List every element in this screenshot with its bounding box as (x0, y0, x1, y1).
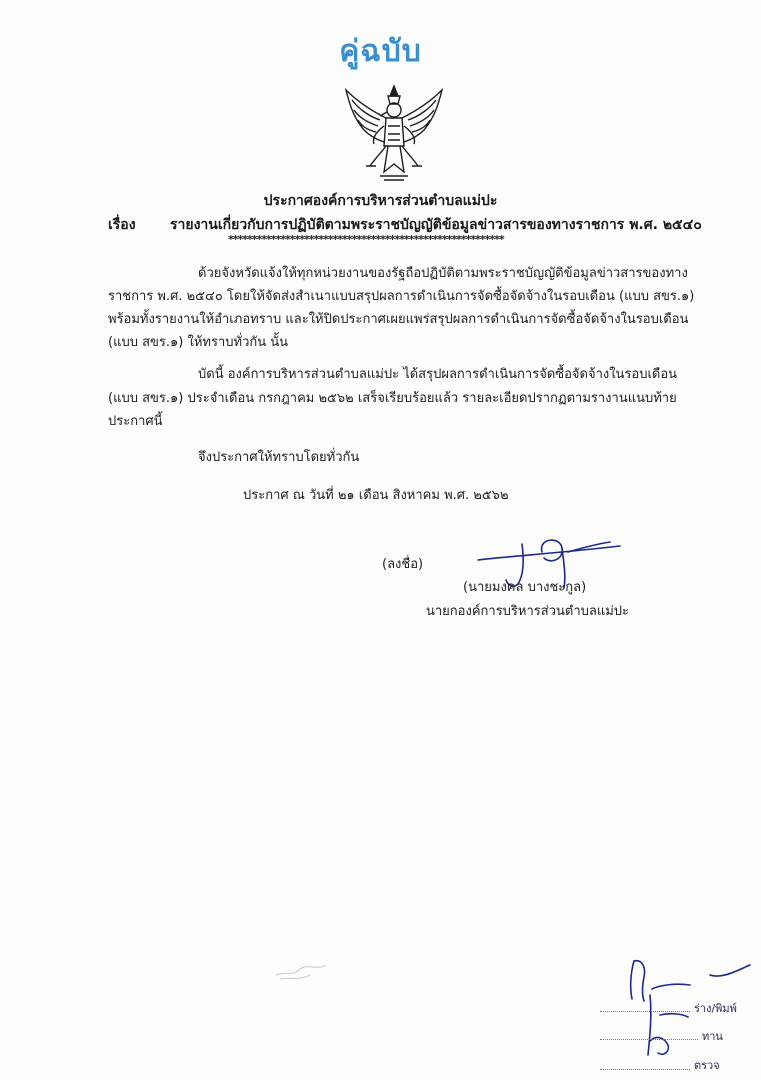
para1-line1: ด้วยจังหวัดแจ้งให้ทุกหน่วยงานของรัฐถือปฏิบัติตามพระราชบัญญัติข้อมูลข่าวสารของทาง (198, 266, 688, 281)
para2-line3: ประกาศนี้ (108, 414, 163, 429)
routing-label-review: ทาน (702, 1030, 723, 1043)
para2-line2: (แบบ สขร.๑) ประจำเดือน กรกฎาคม ๒๕๖๒ เสร็จเรียบร้อยแล้ว รายละเอียดปรากฏตามรางานแนบท้าย (108, 391, 677, 406)
routing-dotline-1 (600, 1011, 690, 1012)
routing-label-check: ตรวจ (694, 1059, 720, 1072)
routing-label-draft: ร่าง/พิมพ์ (694, 1002, 737, 1015)
para3-text: จึงประกาศให้ทราบโดยทั่วกัน (198, 450, 360, 465)
document-title: ประกาศองค์การบริหารส่วนตำบลแม่ปะ (263, 193, 498, 209)
signed-label: (ลงชื่อ) (382, 557, 424, 572)
para1-line4: (แบบ สขร.๑) ให้ทราบทั่วกัน นั้น (108, 335, 289, 350)
para2-line1: บัดนี้ องค์การบริหารส่วนตำบลแม่ปะ ได้สรุปผลการดำเนินการจัดซื้อจัดจ้างในรอบเดือน (198, 367, 678, 382)
subject-text: รายงานเกี่ยวกับการปฏิบัติตามพระราชบัญญัติข้อมูลข่าวสารของทางราชการ พ.ศ. ๒๕๔๐ (170, 217, 702, 233)
subject-label: เรื่อง (108, 217, 136, 233)
signatory-position: นายกองค์การบริหารส่วนตำบลแม่ปะ (426, 604, 630, 619)
routing-dotline-3 (600, 1069, 690, 1070)
para1-line2: ราชการ พ.ศ. ๒๕๔๐ โดยให้จัดส่งสำเนาแบบสรุปผลการดำเนินการจัดซื้อจัดจ้างในรอบเดือน (แบบ สขร.๑) (108, 289, 695, 304)
copy-stamp: คู่ฉบับ (339, 34, 422, 69)
garuda-emblem-icon (340, 82, 448, 184)
asterisk-separator: ********************************************************** (228, 233, 504, 246)
faint-mark (270, 955, 340, 983)
signatory-name: (นายมงคล บางชะกูล) (463, 580, 587, 595)
routing-initials-stamp (590, 955, 755, 1075)
announce-date: ประกาศ ณ วันที่ ๒๑ เดือน สิงหาคม พ.ศ. ๒๕๖๒ (243, 488, 509, 503)
para1-line3: พร้อมทั้งรายงานให้อำเภอทราบ และให้ปิดประกาศเผยแพร่สรุปผลการดำเนินการจัดซื้อจัดจ้างในรอบเดือน (108, 312, 689, 327)
routing-dotline-2 (600, 1039, 698, 1040)
